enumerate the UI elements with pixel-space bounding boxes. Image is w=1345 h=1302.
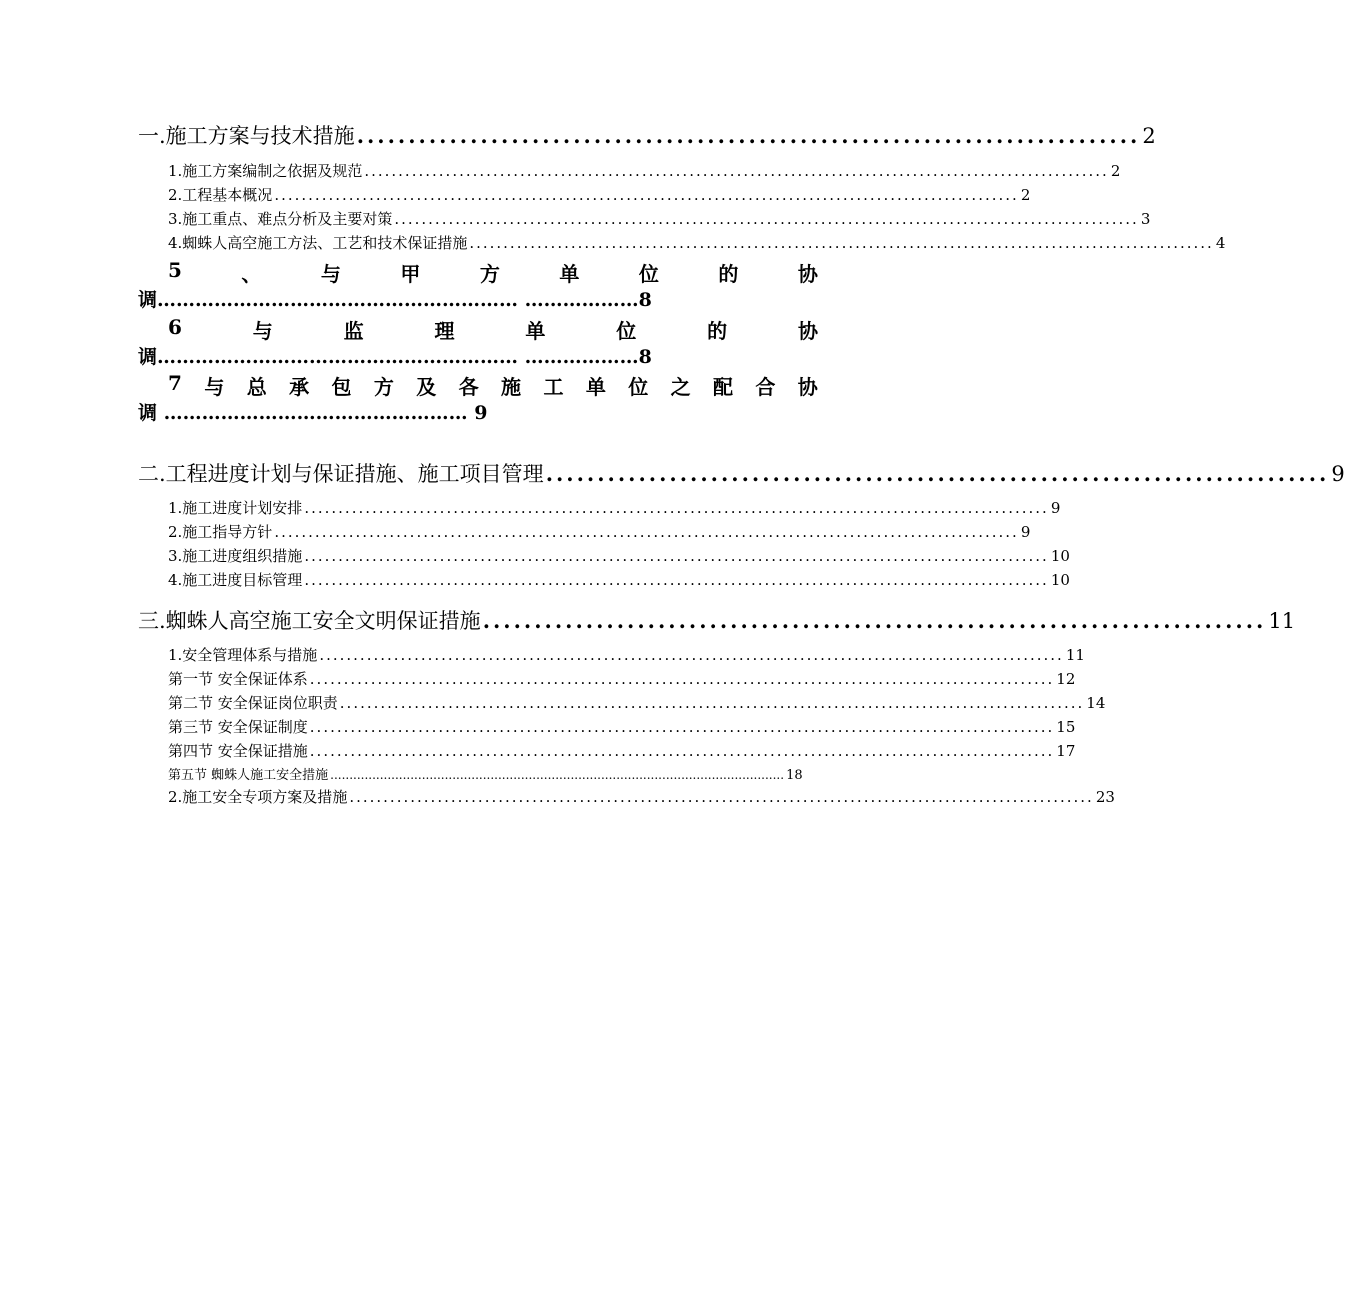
toc-item[interactable] — [168, 545, 1070, 566]
toc-item-title: 4.蜘蛛人高空施工方法、工艺和技术保证措施 — [168, 234, 468, 252]
toc-item-title: 第四节 安全保证措施 — [168, 742, 308, 760]
toc-leader-dots: ............................................................................ — [482, 608, 1267, 633]
toc-item-title: 4.施工进度目标管理 — [168, 571, 303, 589]
toc-item-title: 2.施工指导方针 — [168, 523, 273, 541]
toc-leader-dots: .............................................................................................................. — [339, 694, 1085, 712]
toc-leader-dots: .............................................................................................................. — [319, 646, 1064, 664]
toc-leader-dots: .............................................................................................................. — [309, 718, 1055, 736]
toc-item[interactable] — [168, 692, 1106, 713]
toc-item-title: 1.施工方案编制之依据及规范 — [168, 162, 363, 180]
toc-char: 总 — [246, 375, 267, 399]
toc-item-title: 第五节 蜘蛛人施工安全措施 — [168, 768, 329, 783]
toc-item[interactable] — [168, 786, 1115, 807]
toc-leader-dots: .............................................................................................................. — [304, 571, 1049, 589]
toc-item-page: 4 — [1215, 234, 1226, 252]
toc-item-title: 3.施工重点、难点分析及主要对策 — [168, 210, 393, 228]
toc-char: 之 — [670, 375, 691, 399]
toc-char: 位 — [616, 319, 637, 343]
toc-char: 理 — [434, 319, 455, 343]
toc-char: 配 — [713, 375, 733, 399]
toc-section-title: 三.蜘蛛人高空施工安全文明保证措施 — [138, 609, 481, 633]
toc-char: 工 — [543, 375, 564, 399]
toc-section-3[interactable] — [138, 605, 1296, 635]
toc-item[interactable] — [168, 740, 1076, 761]
toc-page-number: 11 — [1268, 609, 1296, 633]
toc-leader-dots: ....................................................................................................................... — [330, 768, 785, 782]
toc-item-7-line2[interactable]: 调 ………………………………………… 9 — [138, 402, 488, 424]
toc-char: 及 — [416, 375, 437, 399]
toc-item[interactable] — [168, 160, 1121, 181]
toc-item-page: 3 — [1140, 210, 1151, 228]
toc-char: 包 — [331, 375, 352, 399]
toc-item-page: 12 — [1056, 670, 1076, 688]
toc-char: 协 — [797, 319, 818, 343]
toc-leader-dots: .............................................................................................................. — [394, 210, 1139, 228]
toc-item-5-line1[interactable] — [168, 258, 818, 287]
toc-item[interactable] — [168, 716, 1076, 737]
toc-char: 的 — [707, 319, 728, 343]
toc-char: 承 — [289, 375, 310, 399]
toc-item-title: 3.施工进度组织措施 — [168, 547, 303, 565]
toc-char: 位 — [628, 375, 649, 399]
toc-section-title: 一.施工方案与技术措施 — [138, 124, 355, 148]
toc-item-title: 第三节 安全保证制度 — [168, 718, 308, 736]
toc-leader-dots: .............................................................................................................. — [274, 523, 1019, 541]
toc-leader-dots: ............................................................................ — [356, 123, 1141, 148]
toc-item-title: 第一节 安全保证体系 — [168, 670, 308, 688]
toc-leader-dots: .............................................................................................................. — [304, 547, 1049, 565]
toc-leader-dots: ............................................................................ — [545, 461, 1330, 486]
toc-item-page: 17 — [1056, 742, 1076, 760]
toc-item[interactable] — [168, 184, 1031, 205]
toc-item-title: 1.施工进度计划安排 — [168, 499, 303, 517]
toc-char: 5 — [168, 258, 182, 282]
toc-leader-dots: .............................................................................................................. — [364, 162, 1109, 180]
toc-section-2[interactable] — [138, 458, 1345, 488]
toc-char: 各 — [458, 375, 479, 399]
toc-char: 方 — [373, 375, 394, 399]
toc-char: 单 — [525, 319, 546, 343]
toc-item[interactable] — [168, 208, 1151, 229]
toc-char: 协 — [797, 262, 818, 286]
toc-char: 单 — [585, 375, 606, 399]
toc-leader-dots: .............................................................................................................. — [309, 670, 1055, 688]
toc-char: 位 — [638, 262, 659, 286]
toc-char: 方 — [479, 262, 500, 286]
toc-item-page: 9 — [1020, 523, 1031, 541]
toc-item-small[interactable] — [168, 764, 803, 783]
toc-item-page: 2 — [1110, 162, 1121, 180]
toc-char: 7 — [168, 371, 182, 395]
toc-char: 、 — [241, 262, 262, 286]
toc-item[interactable] — [168, 668, 1076, 689]
toc-item-page: 2 — [1020, 186, 1031, 204]
toc-char: 施 — [501, 375, 522, 399]
toc-item-page: 10 — [1050, 547, 1070, 565]
toc-section-title: 二.工程进度计划与保证措施、施工项目管理 — [138, 462, 544, 486]
toc-item-page: 9 — [1050, 499, 1061, 517]
toc-char: 甲 — [400, 262, 421, 286]
toc-item-7-line1[interactable] — [168, 371, 818, 400]
toc-item-title: 2.施工安全专项方案及措施 — [168, 788, 348, 806]
toc-char: 协 — [797, 375, 818, 399]
toc-char: 与 — [204, 375, 225, 399]
toc-item[interactable] — [168, 569, 1070, 590]
toc-char: 6 — [168, 315, 182, 339]
toc-item-page: 10 — [1050, 571, 1070, 589]
toc-item-title: 第二节 安全保证岗位职责 — [168, 694, 338, 712]
toc-item[interactable] — [168, 644, 1085, 665]
toc-item-6-line2[interactable]: 调………………………………………………… ………………8 — [138, 346, 652, 368]
toc-page-number: 2 — [1142, 124, 1156, 148]
toc-leader-dots: .............................................................................................................. — [349, 788, 1094, 806]
toc-item-page: 23 — [1095, 788, 1115, 806]
toc-char: 监 — [343, 319, 364, 343]
toc-item-title: 1.安全管理体系与措施 — [168, 646, 318, 664]
toc-item[interactable] — [168, 232, 1226, 253]
toc-item-page: 11 — [1065, 646, 1085, 664]
toc-item-page: 15 — [1056, 718, 1076, 736]
toc-item-page: 14 — [1086, 694, 1106, 712]
toc-char: 单 — [559, 262, 580, 286]
toc-char: 与 — [252, 319, 273, 343]
toc-item-title: 2.工程基本概况 — [168, 186, 273, 204]
toc-item-page: 18 — [786, 768, 803, 783]
toc-char: 与 — [320, 262, 341, 286]
toc-page-number: 9 — [1331, 462, 1345, 486]
toc-leader-dots: .............................................................................................................. — [304, 499, 1049, 517]
toc-leader-dots: .............................................................................................................. — [274, 186, 1019, 204]
toc-char: 的 — [718, 262, 739, 286]
toc-item-5-line2[interactable]: 调………………………………………………… ………………8 — [138, 289, 652, 311]
toc-item-6-line1[interactable] — [168, 315, 818, 344]
toc-item[interactable] — [168, 521, 1031, 542]
toc-leader-dots: .............................................................................................................. — [469, 234, 1214, 252]
toc-char: 合 — [755, 375, 776, 399]
toc-section-1[interactable] — [138, 120, 1156, 150]
toc-leader-dots: .............................................................................................................. — [309, 742, 1055, 760]
toc-item[interactable] — [168, 497, 1061, 518]
